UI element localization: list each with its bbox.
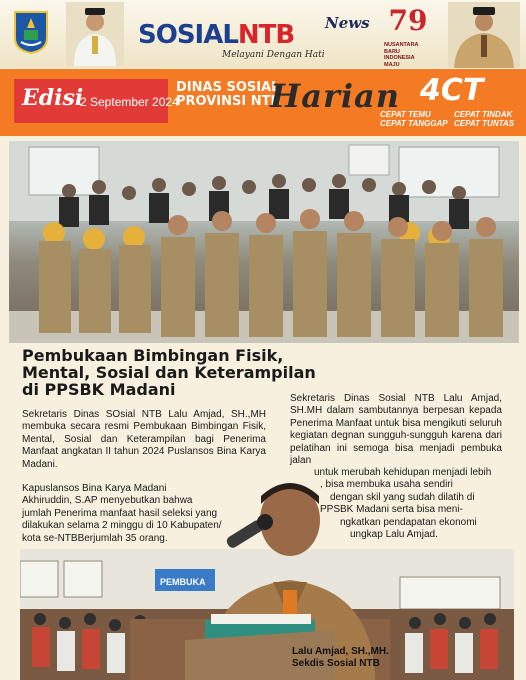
anniversary-line: BARU xyxy=(384,48,400,55)
sosial-ntb-news-logo xyxy=(138,14,370,60)
brand-part-ntb: NTB xyxy=(237,20,295,50)
hall-banner-text: PEMBUKA xyxy=(160,577,206,587)
edition-box xyxy=(14,79,179,123)
ntb-province-emblem-icon xyxy=(12,10,50,54)
harian-title: Harian xyxy=(270,77,400,115)
official-portrait xyxy=(448,2,520,68)
brand-tagline: Melayani Dengan Hati xyxy=(222,50,325,60)
masthead xyxy=(0,0,526,68)
brand-part-sosial: SOSIAL xyxy=(138,20,238,50)
anniversary-text xyxy=(384,42,436,68)
slogan-item: CEPAT TEMU xyxy=(380,110,431,119)
anniversary-line: NUSANTARA xyxy=(384,42,419,48)
slogan-item: CEPAT TANGGAP xyxy=(380,119,448,128)
edition-label: Edisi xyxy=(22,85,84,111)
agency-line-2: PROVINSI NTB xyxy=(176,94,281,109)
group-photo xyxy=(9,141,519,343)
article-paragraph-3: Sekretaris Dinas Sosial NTB Lalu Amjad, SH.MH dalam sambutannya berpesan kepada Penerima Manfaat untuk bisa mengikuti seluruh kegiatan degnan sungguh-sungguh karena dari pelatihan ini semoga bisa menjadi pembuka jalan xyxy=(290,393,502,467)
anniversary-line: INDONESIA xyxy=(384,55,415,61)
governor-portrait xyxy=(66,2,124,66)
paragraph-line: ngkatkan pendapatan ekonomi xyxy=(340,516,477,528)
paragraph-line: Kapuslansos Bina Karya Madani xyxy=(22,483,167,494)
paragraph-line: dengan skil yang sudah dilatih di xyxy=(330,491,475,503)
edition-banner xyxy=(0,69,526,136)
anniversary-line: MAJU xyxy=(384,61,400,68)
agency-name xyxy=(176,81,280,109)
edition-date: 2 September 2024 xyxy=(80,95,179,109)
brand-news: News xyxy=(325,14,370,32)
headline-line: Pembukaan Bimbingan Fisik, xyxy=(22,346,284,365)
motto-4ct: 4CT xyxy=(420,73,484,108)
brand-title xyxy=(138,20,294,50)
agency-line-1: DINAS SOSIAL xyxy=(176,80,280,95)
headline-line: Mental, Sosial dan Keterampilan xyxy=(22,363,316,382)
slogan-item: CEPAT TINDAK xyxy=(454,110,513,119)
paragraph-line: PPSBK Madani serta bisa meni- xyxy=(320,504,463,516)
caption-title: Sekdis Sosial NTB xyxy=(292,658,380,669)
paragraph-line: kota se-NTBBerjumlah 35 orang. xyxy=(22,532,168,544)
paragraph-line: dilakukan selama 2 minggu di 10 Kabupaten/ xyxy=(22,520,222,532)
photo-caption xyxy=(292,646,389,670)
paragraph-line: untuk merubah kehidupan menjadi lebih xyxy=(314,467,492,478)
paragraph-line: ungkap Lalu Amjad. xyxy=(350,529,438,541)
paragraph-line: Akhiruddin, S.AP menyebutkan bahwa xyxy=(22,495,193,507)
caption-name: Lalu Amjad, SH.,MH. xyxy=(292,646,389,657)
slogan-item: CEPAT TUNTAS xyxy=(454,119,514,128)
headline-line: di PPSBK Madani xyxy=(22,380,176,399)
paragraph-line: jumlah Penerima manfaat hasil seleksi yang xyxy=(22,507,218,519)
slogan-right xyxy=(454,110,514,128)
slogan-left xyxy=(380,110,448,128)
article-headline xyxy=(22,346,316,399)
anniversary-number: 79 xyxy=(388,4,428,37)
ri-79-anniversary-logo xyxy=(382,4,434,66)
article-paragraph-1: Sekretaris Dinas SOsial NTB Lalu Amjad, SH.,MH membuka secara resmi Pembukaan Bimbingan Fisik, Mental, Sosial dan Keterampilan bagi Penerima Manfaat angkatan II tahun 2024 Puslansos Bina Karya Madani. xyxy=(22,409,266,470)
paragraph-line: , bisa membuka usaha sendiri xyxy=(320,479,453,491)
